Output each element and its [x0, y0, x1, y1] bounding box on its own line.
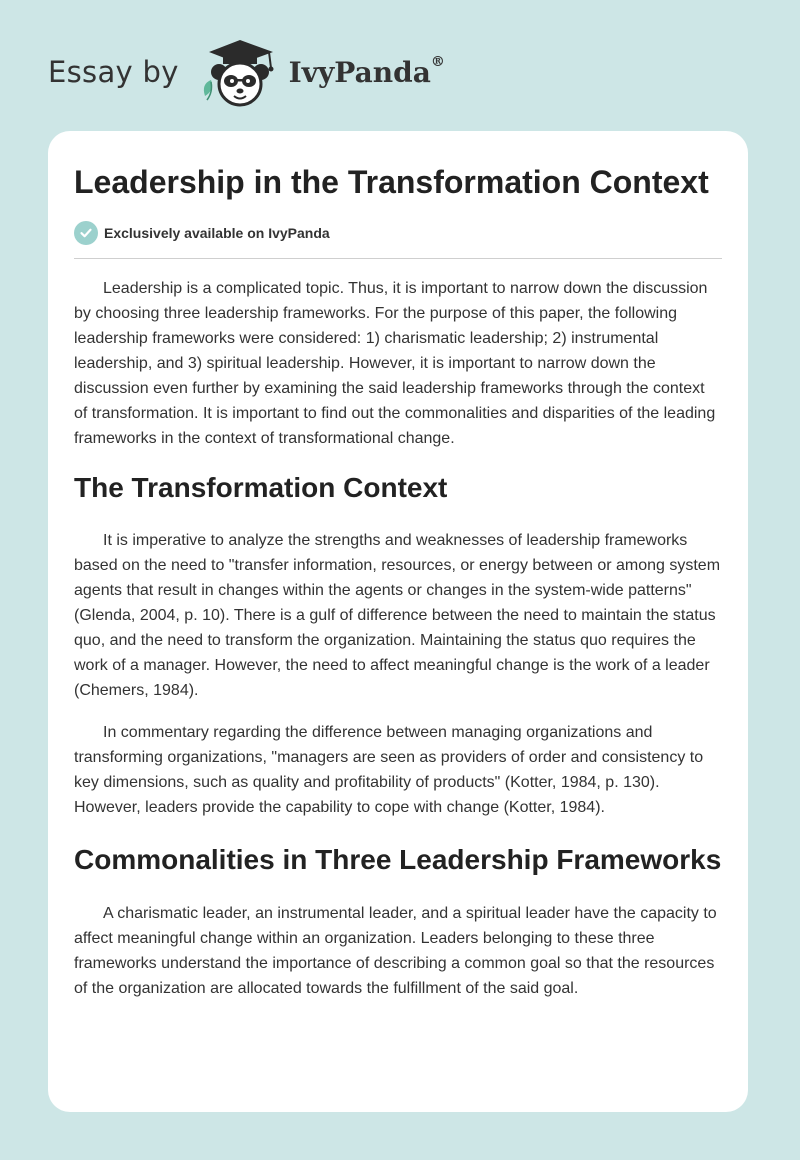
essay-card — [48, 131, 748, 1112]
section-heading: Commonalities in Three Leadership Frameworks — [74, 844, 722, 875]
registered-mark: ® — [430, 53, 445, 70]
exclusive-badge-text: Exclusively available on IvyPanda — [104, 225, 330, 241]
check-icon — [74, 221, 98, 245]
exclusive-badge — [74, 221, 722, 259]
paragraph: In commentary regarding the difference between managing organizations and transforming organizations, "managers are seen as providers of order and consistency to key dimensions, such as quality and profitability of products" (Kotter, 1984, p. 130). However, leaders provide the capability to cope with change (Kotter, 1984). — [74, 724, 704, 816]
essay-title: Leadership in the Transformation Context — [74, 164, 709, 200]
section-heading: The Transformation Context — [74, 472, 448, 503]
brand-name[interactable]: IvyPanda® — [288, 53, 445, 89]
paragraph: It is imperative to analyze the strengths and weaknesses of leadership frameworks based on the need to "transfer information, resources, or energy between or among system agents that result in changes within the agents or changes in the system-wide patterns" (Glenda, 2004, p. 10). There is a gulf of difference between the need to maintain the status quo, and the need to transform the organization. Maintaining the status quo requires the work of a manager. However, the need to affect meaningful change is the work of a leader (Chemers, 1984). — [74, 532, 721, 699]
site-header — [48, 36, 445, 108]
paragraph: Leadership is a complicated topic. Thus, it is important to narrow down the discussion by choosing three leadership frameworks. For the purpose of this paper, the following leadership frameworks were considered: 1) charismatic leadership; 2) instrumental leadership, and 3) spiritual leadership. However, it is important to narrow down the discussion even further by examining the said leadership frameworks through the context of transformation. It is important to find out the commonalities and disparities of the leading frameworks in the context of transformational change. — [74, 280, 716, 447]
paragraph: A charismatic leader, an instrumental leader, and a spiritual leader have the capacity to affect meaningful change within an organization. Leaders belonging to these three frameworks understand the importance of describing a common goal so that the resources of the organization are allocated towards the fulfillment of the said goal. — [74, 905, 717, 997]
panda-graduate-logo-icon[interactable] — [197, 36, 283, 108]
essay-by-label: Essay by — [48, 55, 179, 89]
